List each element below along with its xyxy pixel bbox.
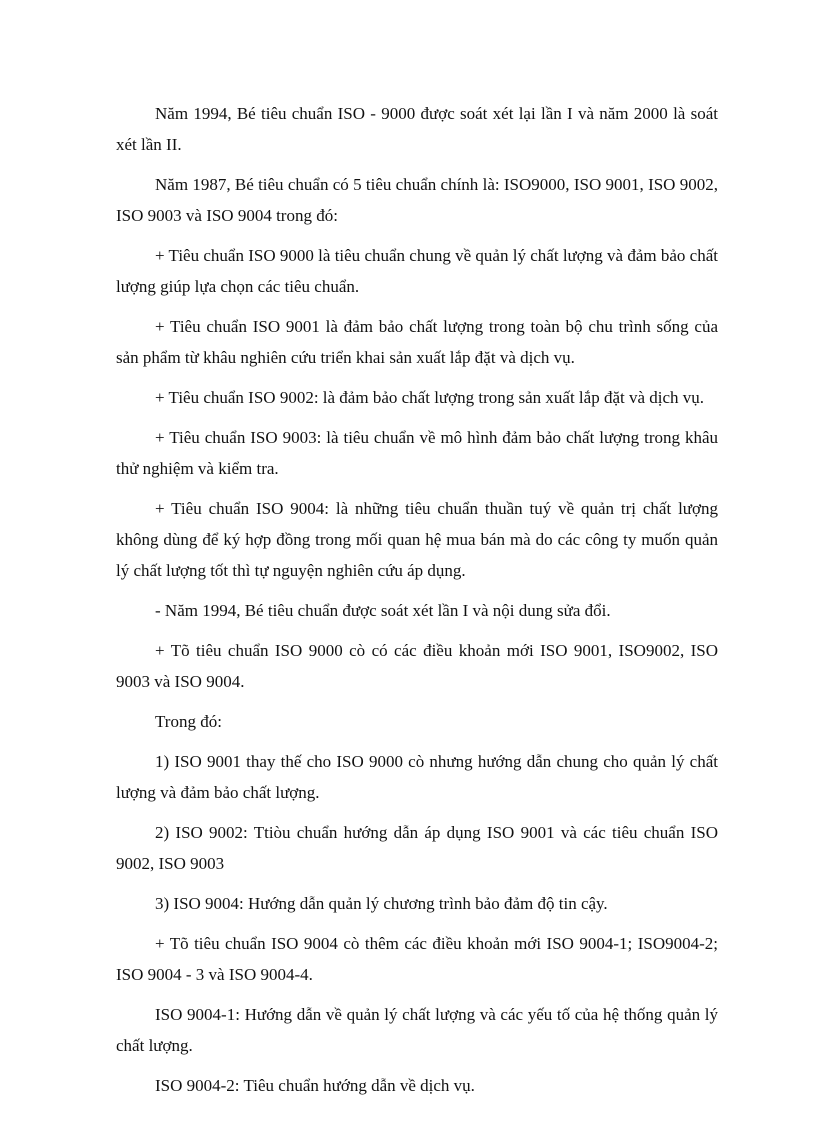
paragraph: + Tiêu chuẩn ISO 9002: là đảm bảo chất lượng trong sản xuất lắp đặt và dịch vụ. xyxy=(155,388,705,407)
paragraph: ISO 9004-2: Tiêu chuẩn hướng dẫn về dịch vụ. xyxy=(155,1076,475,1095)
paragraph: ISO 9004-1: Hướng dẫn về quản lý chất lượng và các yếu tố của hệ thống quản lý chất lượng. xyxy=(116,1005,718,1055)
paragraph: Năm 1987, Bé tiêu chuẩn có 5 tiêu chuẩn chính là: ISO9000, ISO 9001, ISO 9002, ISO 9003 và ISO 9004 trong đó: xyxy=(116,175,718,225)
document-page xyxy=(116,98,718,1110)
paragraph: - Năm 1994, Bé tiêu chuẩn được soát xét lần I và nội dung sửa đổi. xyxy=(155,601,611,620)
paragraph: 2) ISO 9002: Ttiòu chuẩn hướng dẫn áp dụng ISO 9001 và các tiêu chuẩn ISO 9002, ISO 9003 xyxy=(116,823,718,873)
paragraph: + Tiêu chuẩn ISO 9004: là những tiêu chuẩn thuần tuý về quản trị chất lượng không dùng để ký hợp đồng trong mối quan hệ mua bán mà do các công ty muốn quản lý chất lượng tốt thì tự nguyện nghiên cứu áp dụng. xyxy=(116,499,718,580)
paragraph: Trong đó: xyxy=(155,712,222,731)
paragraph: + Tõ tiêu chuẩn ISO 9004 cò thêm các điều khoản mới ISO 9004-1; ISO9004-2; ISO 9004 - 3 và ISO 9004-4. xyxy=(116,934,718,984)
paragraph: + Tiêu chuẩn ISO 9001 là đảm bảo chất lượng trong toàn bộ chu trình sống của sản phẩm từ khâu nghiên cứu triển khai sản xuất lắp đặt và dịch vụ. xyxy=(116,317,718,367)
paragraph: + Tiêu chuẩn ISO 9000 là tiêu chuẩn chung về quản lý chất lượng và đảm bảo chất lượng giúp lựa chọn các tiêu chuẩn. xyxy=(116,246,718,296)
paragraph: Năm 1994, Bé tiêu chuẩn ISO - 9000 được soát xét lại lần I và năm 2000 là soát xét lần II. xyxy=(116,104,718,154)
paragraph: 3) ISO 9004: Hướng dẫn quản lý chương trình bảo đảm độ tin cậy. xyxy=(155,894,608,913)
paragraph: + Tõ tiêu chuẩn ISO 9000 cò có các điều khoản mới ISO 9001, ISO9002, ISO 9003 và ISO 9004. xyxy=(116,641,718,691)
paragraph: 1) ISO 9001 thay thế cho ISO 9000 cò nhưng hướng dẫn chung cho quản lý chất lượng và đảm bảo chất lượng. xyxy=(116,752,718,802)
paragraph: + Tiêu chuẩn ISO 9003: là tiêu chuẩn về mô hình đảm bảo chất lượng trong khâu thử nghiệm và kiểm tra. xyxy=(116,428,718,478)
